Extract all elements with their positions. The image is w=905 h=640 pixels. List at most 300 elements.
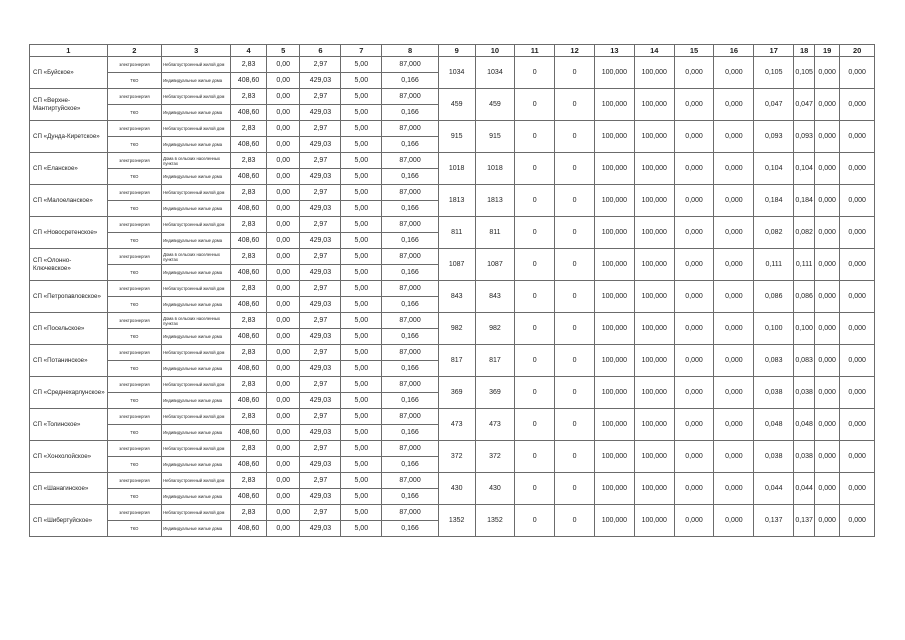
value-cell: 0,105 — [754, 57, 794, 89]
value-cell: 0,038 — [794, 441, 815, 473]
column-header: 15 — [674, 45, 714, 57]
value-cell: 5,00 — [341, 313, 382, 329]
value-cell: 0,000 — [674, 249, 714, 281]
column-header: 8 — [382, 45, 439, 57]
value-cell: 0,083 — [754, 345, 794, 377]
value-cell: 0,000 — [815, 217, 840, 249]
value-cell: 0,083 — [794, 345, 815, 377]
housing-category: Неблагоустроенный жилой дом — [162, 441, 231, 457]
value-cell: 100,000 — [634, 57, 674, 89]
document-page — [29, 44, 875, 537]
value-cell: 0 — [515, 345, 555, 377]
settlement-name: СП «Буйское» — [30, 57, 108, 89]
value-cell: 0,000 — [840, 473, 875, 505]
column-header: 18 — [794, 45, 815, 57]
housing-category: Индивидуальные жилые дома — [162, 329, 231, 345]
resource-type: электроэнергия — [107, 121, 162, 137]
value-cell: 100,000 — [634, 409, 674, 441]
value-cell: 0,000 — [714, 505, 754, 537]
value-cell: 0,166 — [382, 457, 439, 473]
resource-type: ТКО — [107, 521, 162, 537]
value-cell: 0,166 — [382, 489, 439, 505]
resource-type: электроэнергия — [107, 345, 162, 361]
value-cell: 0,00 — [266, 297, 300, 313]
value-cell: 459 — [438, 89, 475, 121]
housing-category: Индивидуальные жилые дома — [162, 265, 231, 281]
value-cell: 0,000 — [840, 281, 875, 313]
value-cell: 0,047 — [794, 89, 815, 121]
column-header: 2 — [107, 45, 162, 57]
column-header: 17 — [754, 45, 794, 57]
value-cell: 0,00 — [266, 249, 300, 265]
value-cell: 1813 — [438, 185, 475, 217]
value-cell: 0,00 — [266, 393, 300, 409]
value-cell: 430 — [438, 473, 475, 505]
value-cell: 982 — [475, 313, 515, 345]
value-cell: 0,111 — [794, 249, 815, 281]
value-cell: 0,093 — [754, 121, 794, 153]
value-cell: 0 — [555, 505, 595, 537]
value-cell: 408,60 — [231, 297, 267, 313]
settlement-name: СП «Посельское» — [30, 313, 108, 345]
value-cell: 0,000 — [840, 345, 875, 377]
housing-category: Индивидуальные жилые дома — [162, 105, 231, 121]
table-row — [30, 153, 875, 169]
value-cell: 0,00 — [266, 169, 300, 185]
value-cell: 5,00 — [341, 377, 382, 393]
value-cell: 0,038 — [794, 377, 815, 409]
value-cell: 100,000 — [634, 217, 674, 249]
value-cell: 2,97 — [300, 409, 341, 425]
housing-category: Индивидуальные жилые дома — [162, 425, 231, 441]
value-cell: 0,184 — [754, 185, 794, 217]
table-row — [30, 409, 875, 425]
value-cell: 5,00 — [341, 409, 382, 425]
value-cell: 408,60 — [231, 233, 267, 249]
value-cell: 0 — [555, 313, 595, 345]
value-cell: 0,000 — [714, 57, 754, 89]
value-cell: 369 — [475, 377, 515, 409]
value-cell: 5,00 — [341, 425, 382, 441]
housing-category: Неблагоустроенный жилой дом — [162, 185, 231, 201]
value-cell: 0,000 — [815, 153, 840, 185]
resource-type: электроэнергия — [107, 185, 162, 201]
value-cell: 0,000 — [815, 409, 840, 441]
value-cell: 0,00 — [266, 345, 300, 361]
settlement-name: СП «Среднехарлунское» — [30, 377, 108, 409]
housing-category: Индивидуальные жилые дома — [162, 521, 231, 537]
value-cell: 2,83 — [231, 185, 267, 201]
value-cell: 0,000 — [674, 57, 714, 89]
resource-type: электроэнергия — [107, 473, 162, 489]
value-cell: 100,000 — [634, 153, 674, 185]
value-cell: 0 — [515, 185, 555, 217]
value-cell: 0 — [515, 281, 555, 313]
value-cell: 0,166 — [382, 425, 439, 441]
resource-type: ТКО — [107, 201, 162, 217]
value-cell: 2,97 — [300, 121, 341, 137]
value-cell: 100,000 — [634, 377, 674, 409]
housing-category: Неблагоустроенный жилой дом — [162, 217, 231, 233]
value-cell: 100,000 — [595, 217, 635, 249]
value-cell: 0 — [555, 345, 595, 377]
value-cell: 0,000 — [840, 441, 875, 473]
housing-category: Индивидуальные жилые дома — [162, 137, 231, 153]
housing-category: Индивидуальные жилые дома — [162, 457, 231, 473]
value-cell: 0 — [555, 377, 595, 409]
value-cell: 0,00 — [266, 217, 300, 233]
settlement-name: СП «Хонхолойское» — [30, 441, 108, 473]
value-cell: 0,000 — [674, 121, 714, 153]
value-cell: 0,047 — [754, 89, 794, 121]
value-cell: 0,00 — [266, 233, 300, 249]
resource-type: электроэнергия — [107, 377, 162, 393]
value-cell: 0,000 — [815, 377, 840, 409]
resource-type: электроэнергия — [107, 441, 162, 457]
value-cell: 0,000 — [714, 185, 754, 217]
value-cell: 369 — [438, 377, 475, 409]
value-cell: 0,000 — [840, 313, 875, 345]
value-cell: 0,000 — [714, 473, 754, 505]
value-cell: 473 — [438, 409, 475, 441]
table-row — [30, 121, 875, 137]
value-cell: 408,60 — [231, 137, 267, 153]
resource-type: электроэнергия — [107, 89, 162, 105]
value-cell: 0,00 — [266, 313, 300, 329]
value-cell: 429,03 — [300, 169, 341, 185]
value-cell: 0 — [555, 185, 595, 217]
value-cell: 100,000 — [595, 281, 635, 313]
value-cell: 5,00 — [341, 89, 382, 105]
value-cell: 408,60 — [231, 425, 267, 441]
value-cell: 0,000 — [840, 409, 875, 441]
table-row — [30, 473, 875, 489]
value-cell: 2,83 — [231, 441, 267, 457]
value-cell: 5,00 — [341, 233, 382, 249]
value-cell: 5,00 — [341, 489, 382, 505]
value-cell: 0,000 — [840, 185, 875, 217]
value-cell: 408,60 — [231, 73, 267, 89]
value-cell: 372 — [475, 441, 515, 473]
value-cell: 0,000 — [714, 313, 754, 345]
value-cell: 429,03 — [300, 105, 341, 121]
value-cell: 2,97 — [300, 377, 341, 393]
value-cell: 0,000 — [840, 249, 875, 281]
value-cell: 0,000 — [674, 473, 714, 505]
value-cell: 0,166 — [382, 233, 439, 249]
value-cell: 429,03 — [300, 521, 341, 537]
column-header: 4 — [231, 45, 267, 57]
housing-category: Индивидуальные жилые дома — [162, 233, 231, 249]
value-cell: 817 — [475, 345, 515, 377]
value-cell: 100,000 — [595, 185, 635, 217]
value-cell: 1352 — [438, 505, 475, 537]
value-cell: 1018 — [438, 153, 475, 185]
value-cell: 100,000 — [595, 313, 635, 345]
resource-type: ТКО — [107, 265, 162, 281]
value-cell: 0,000 — [714, 217, 754, 249]
value-cell: 87,000 — [382, 121, 439, 137]
value-cell: 0,166 — [382, 73, 439, 89]
value-cell: 0,166 — [382, 105, 439, 121]
value-cell: 100,000 — [595, 441, 635, 473]
value-cell: 100,000 — [595, 121, 635, 153]
value-cell: 1352 — [475, 505, 515, 537]
value-cell: 2,83 — [231, 249, 267, 265]
value-cell: 0,000 — [674, 153, 714, 185]
value-cell: 1018 — [475, 153, 515, 185]
value-cell: 100,000 — [595, 377, 635, 409]
value-cell: 100,000 — [634, 249, 674, 281]
value-cell: 429,03 — [300, 457, 341, 473]
value-cell: 408,60 — [231, 265, 267, 281]
value-cell: 0,082 — [794, 217, 815, 249]
value-cell: 0,00 — [266, 105, 300, 121]
column-header: 6 — [300, 45, 341, 57]
table-row — [30, 185, 875, 201]
value-cell: 408,60 — [231, 329, 267, 345]
value-cell: 87,000 — [382, 57, 439, 73]
value-cell: 0,00 — [266, 73, 300, 89]
value-cell: 1034 — [475, 57, 515, 89]
value-cell: 87,000 — [382, 409, 439, 425]
value-cell: 0,00 — [266, 121, 300, 137]
resource-type: электроэнергия — [107, 217, 162, 233]
value-cell: 87,000 — [382, 185, 439, 201]
value-cell: 430 — [475, 473, 515, 505]
housing-category: Дома в сельских населенных пунктах — [162, 249, 231, 265]
value-cell: 87,000 — [382, 89, 439, 105]
value-cell: 2,97 — [300, 185, 341, 201]
value-cell: 0,048 — [794, 409, 815, 441]
value-cell: 2,83 — [231, 217, 267, 233]
settlement-name: СП «Еланское» — [30, 153, 108, 185]
value-cell: 100,000 — [634, 121, 674, 153]
resource-type: ТКО — [107, 105, 162, 121]
value-cell: 2,83 — [231, 153, 267, 169]
value-cell: 0,082 — [754, 217, 794, 249]
value-cell: 0,00 — [266, 329, 300, 345]
value-cell: 0,000 — [815, 345, 840, 377]
value-cell: 429,03 — [300, 233, 341, 249]
value-cell: 0 — [515, 217, 555, 249]
value-cell: 0 — [555, 409, 595, 441]
value-cell: 0,00 — [266, 265, 300, 281]
table-row — [30, 89, 875, 105]
column-header: 12 — [555, 45, 595, 57]
value-cell: 2,83 — [231, 313, 267, 329]
value-cell: 0,000 — [714, 121, 754, 153]
value-cell: 1087 — [475, 249, 515, 281]
value-cell: 5,00 — [341, 297, 382, 313]
settlement-name: СП «Верхне-Мантиртуйское» — [30, 89, 108, 121]
value-cell: 0,000 — [815, 57, 840, 89]
value-cell: 5,00 — [341, 185, 382, 201]
settlement-name: СП «Шанагинское» — [30, 473, 108, 505]
value-cell: 0,000 — [815, 473, 840, 505]
value-cell: 2,97 — [300, 281, 341, 297]
value-cell: 0,000 — [674, 441, 714, 473]
settlement-name: СП «Петропавловское» — [30, 281, 108, 313]
value-cell: 0,000 — [714, 441, 754, 473]
value-cell: 0,166 — [382, 521, 439, 537]
value-cell: 0 — [555, 249, 595, 281]
housing-category: Неблагоустроенный жилой дом — [162, 281, 231, 297]
value-cell: 0 — [515, 441, 555, 473]
value-cell: 2,97 — [300, 473, 341, 489]
value-cell: 0,00 — [266, 473, 300, 489]
value-cell: 5,00 — [341, 281, 382, 297]
column-header: 19 — [815, 45, 840, 57]
value-cell: 100,000 — [634, 89, 674, 121]
settlement-name: СП «Олонно-Ключевское» — [30, 249, 108, 281]
value-cell: 0,00 — [266, 377, 300, 393]
resource-type: электроэнергия — [107, 281, 162, 297]
table-row — [30, 313, 875, 329]
table-row — [30, 57, 875, 73]
value-cell: 100,000 — [634, 185, 674, 217]
value-cell: 87,000 — [382, 345, 439, 361]
value-cell: 408,60 — [231, 169, 267, 185]
value-cell: 811 — [475, 217, 515, 249]
value-cell: 0,000 — [815, 505, 840, 537]
value-cell: 0 — [515, 121, 555, 153]
value-cell: 0 — [515, 377, 555, 409]
value-cell: 408,60 — [231, 201, 267, 217]
value-cell: 982 — [438, 313, 475, 345]
value-cell: 5,00 — [341, 201, 382, 217]
housing-category: Индивидуальные жилые дома — [162, 489, 231, 505]
value-cell: 0,048 — [754, 409, 794, 441]
settlement-name: СП «Шибертуйское» — [30, 505, 108, 537]
value-cell: 429,03 — [300, 297, 341, 313]
value-cell: 0,000 — [815, 185, 840, 217]
value-cell: 0,184 — [794, 185, 815, 217]
value-cell: 0,000 — [840, 377, 875, 409]
value-cell: 2,83 — [231, 505, 267, 521]
value-cell: 429,03 — [300, 201, 341, 217]
column-header: 5 — [266, 45, 300, 57]
table-row — [30, 441, 875, 457]
housing-category: Индивидуальные жилые дома — [162, 169, 231, 185]
value-cell: 0,00 — [266, 153, 300, 169]
resource-type: ТКО — [107, 73, 162, 89]
value-cell: 0,166 — [382, 393, 439, 409]
housing-category: Неблагоустроенный жилой дом — [162, 345, 231, 361]
value-cell: 0 — [555, 473, 595, 505]
value-cell: 0,000 — [714, 281, 754, 313]
header-row — [30, 45, 875, 57]
value-cell: 0 — [515, 505, 555, 537]
resource-type: электроэнергия — [107, 153, 162, 169]
value-cell: 5,00 — [341, 393, 382, 409]
value-cell: 1087 — [438, 249, 475, 281]
value-cell: 87,000 — [382, 281, 439, 297]
value-cell: 0,000 — [714, 89, 754, 121]
value-cell: 0 — [555, 441, 595, 473]
settlement-name: СП «Малоеланское» — [30, 185, 108, 217]
column-header: 1 — [30, 45, 108, 57]
housing-category: Неблагоустроенный жилой дом — [162, 377, 231, 393]
value-cell: 5,00 — [341, 153, 382, 169]
value-cell: 2,97 — [300, 505, 341, 521]
value-cell: 915 — [438, 121, 475, 153]
value-cell: 2,97 — [300, 249, 341, 265]
value-cell: 0,00 — [266, 201, 300, 217]
value-cell: 429,03 — [300, 73, 341, 89]
resource-type: ТКО — [107, 233, 162, 249]
value-cell: 5,00 — [341, 73, 382, 89]
value-cell: 5,00 — [341, 473, 382, 489]
value-cell: 0 — [555, 217, 595, 249]
value-cell: 817 — [438, 345, 475, 377]
value-cell: 0,104 — [794, 153, 815, 185]
value-cell: 0 — [515, 473, 555, 505]
value-cell: 0,00 — [266, 409, 300, 425]
value-cell: 87,000 — [382, 505, 439, 521]
resource-type: ТКО — [107, 297, 162, 313]
column-header: 10 — [475, 45, 515, 57]
value-cell: 0,086 — [794, 281, 815, 313]
value-cell: 0,000 — [840, 153, 875, 185]
value-cell: 0,100 — [794, 313, 815, 345]
table-row — [30, 249, 875, 265]
column-header: 7 — [341, 45, 382, 57]
value-cell: 843 — [475, 281, 515, 313]
value-cell: 0,166 — [382, 137, 439, 153]
value-cell: 0,000 — [674, 89, 714, 121]
value-cell: 0,000 — [714, 409, 754, 441]
value-cell: 5,00 — [341, 345, 382, 361]
value-cell: 5,00 — [341, 441, 382, 457]
value-cell: 429,03 — [300, 361, 341, 377]
value-cell: 0,000 — [840, 57, 875, 89]
value-cell: 0,166 — [382, 361, 439, 377]
value-cell: 100,000 — [595, 249, 635, 281]
value-cell: 5,00 — [341, 457, 382, 473]
value-cell: 0,000 — [714, 249, 754, 281]
value-cell: 0,044 — [754, 473, 794, 505]
value-cell: 0,00 — [266, 521, 300, 537]
value-cell: 429,03 — [300, 489, 341, 505]
value-cell: 0,137 — [754, 505, 794, 537]
value-cell: 0,137 — [794, 505, 815, 537]
value-cell: 429,03 — [300, 265, 341, 281]
value-cell: 5,00 — [341, 137, 382, 153]
value-cell: 0 — [555, 153, 595, 185]
value-cell: 408,60 — [231, 457, 267, 473]
value-cell: 473 — [475, 409, 515, 441]
value-cell: 0,166 — [382, 297, 439, 313]
value-cell: 0,00 — [266, 361, 300, 377]
resource-type: электроэнергия — [107, 313, 162, 329]
value-cell: 843 — [438, 281, 475, 313]
value-cell: 2,97 — [300, 441, 341, 457]
value-cell: 0,104 — [754, 153, 794, 185]
value-cell: 0,000 — [815, 313, 840, 345]
value-cell: 0,111 — [754, 249, 794, 281]
value-cell: 0,000 — [840, 121, 875, 153]
value-cell: 87,000 — [382, 217, 439, 233]
value-cell: 2,97 — [300, 313, 341, 329]
value-cell: 0 — [515, 409, 555, 441]
value-cell: 0,038 — [754, 377, 794, 409]
value-cell: 2,83 — [231, 409, 267, 425]
value-cell: 0,000 — [714, 153, 754, 185]
value-cell: 0 — [515, 153, 555, 185]
value-cell: 87,000 — [382, 249, 439, 265]
settlement-name: СП «Новосретенское» — [30, 217, 108, 249]
